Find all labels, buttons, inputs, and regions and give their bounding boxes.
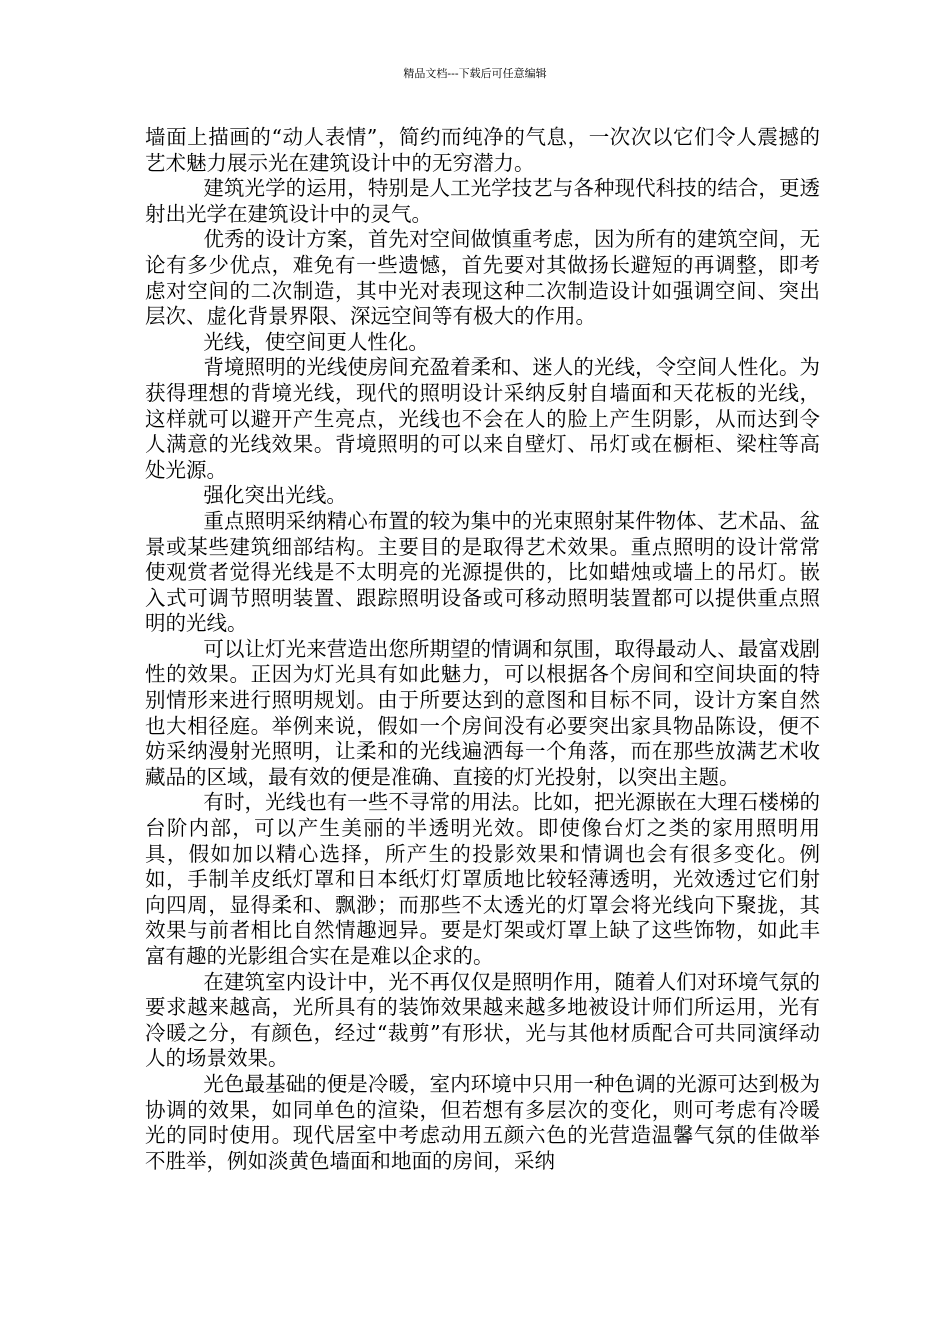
paragraph: 在建筑室内设计中，光不再仅仅是照明作用，随着人们对环境气氛的要求越来越高，光所具有的装饰效果越来越多地被设计师们所运用，光有冷暖之分，有颜色，经过“裁剪”有形状，光与其他材质配合可共同演绎动人的场景效果。 xyxy=(145,969,820,1071)
paragraph: 墙面上描画的“动人表情”，简约而纯净的气息，一次次以它们令人震撼的艺术魅力展示光在建筑设计中的无穷潜力。 xyxy=(145,125,820,175)
paragraph: 背境照明的光线使房间充盈着柔和、迷人的光线，令空间人性化。为获得理想的背境光线，现代的照明设计采纳反射自墙面和天花板的光线，这样就可以避开产生亮点，光线也不会在人的脸上产生阴影，从而达到令人满意的光线效果。背境照明的可以来自壁灯、吊灯或在橱柜、梁柱等高处光源。 xyxy=(145,355,820,482)
section-heading: 强化突出光线。 xyxy=(203,483,347,508)
document-body xyxy=(145,125,820,1174)
paragraph: 可以让灯光来营造出您所期望的情调和氛围，取得最动人、最富戏剧性的效果。正因为灯光具有如此魅力，可以根据各个房间和空间块面的特别情形来进行照明规划。由于所要达到的意图和目标不同，设计方案自然也大相径庭。举例来说，假如一个房间没有必要突出家具物品陈设，便不妨采纳漫射光照明，让柔和的光线遍洒每一个角落，而在那些放满艺术收藏品的区域，最有效的便是准确、直接的灯光投射，以突出主题。 xyxy=(145,636,820,789)
page-header: 精品文档---下载后可任意编辑 xyxy=(403,67,547,80)
paragraph: 建筑光学的运用，特别是人工光学技艺与各种现代科技的结合，更透射出光学在建筑设计中的灵气。 xyxy=(145,176,820,226)
paragraph: 重点照明采纳精心布置的较为集中的光束照射某件物体、艺术品、盆景或某些建筑细部结构。主要目的是取得艺术效果。重点照明的设计常常使观赏者觉得光线是不太明亮的光源提供的，比如蜡烛或墙上的吊灯。嵌入式可调节照明装置、跟踪照明设备或可移动照明装置都可以提供重点照明的光线。 xyxy=(145,508,820,636)
paragraph: 光色最基础的便是冷暖，室内环境中只用一种色调的光源可达到极为协调的效果，如同单色的渲染，但若想有多层次的变化，则可考虑有冷暖光的同时使用。现代居室中考虑动用五颜六色的光营造温馨气氛的佳做举不胜举，例如淡黄色墙面和地面的房间，采纳 xyxy=(145,1071,820,1173)
paragraph: 有时，光线也有一些不寻常的用法。比如，把光源嵌在大理石楼梯的台阶内部，可以产生美丽的半透明光效。即使像台灯之类的家用照明用具，假如加以精心选择，所产生的投影效果和情调也会有很多变化。例如，手制羊皮纸灯罩和日本纸灯灯罩质地比较轻薄透明，光效透过它们射向四周，显得柔和、飘渺；而那些不太透光的灯罩会将光线向下聚拢，其效果与前者相比自然情趣迥异。要是灯架或灯罩上缺了这些饰物，如此丰富有趣的光影组合实在是难以企求的。 xyxy=(145,790,820,968)
section-heading: 光线，使空间更人性化。 xyxy=(203,329,429,354)
paragraph: 优秀的设计方案，首先对空间做慎重考虑，因为所有的建筑空间，无论有多少优点，难免有一些遗憾，首先要对其做扬长避短的再调整，即考虑对空间的二次制造，其中光对表现这种二次制造设计如强调空间、突出层次、虚化背景界限、深远空间等有极大的作用。 xyxy=(145,227,820,329)
